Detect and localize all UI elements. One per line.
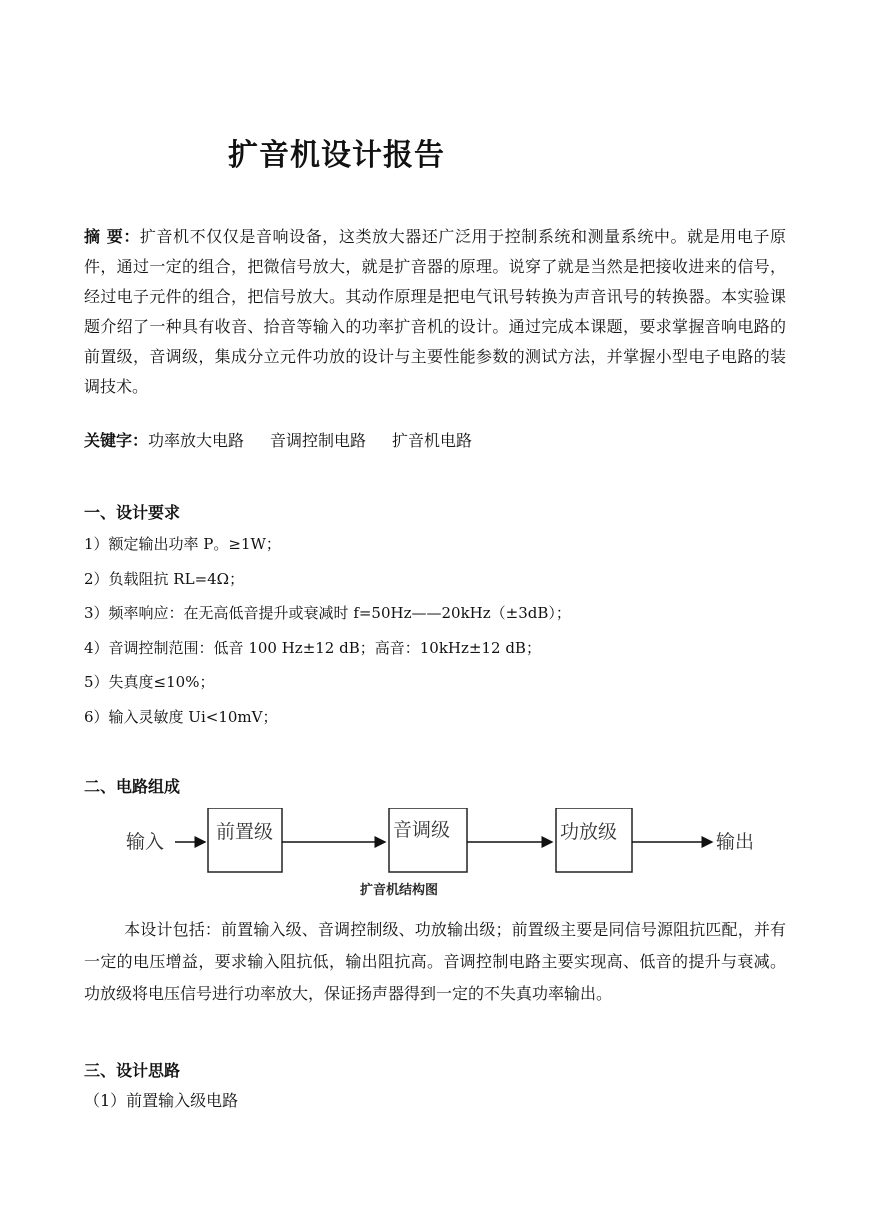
circuit-paragraph (84, 914, 786, 1010)
list-item: 5）失真度≤10%； (84, 673, 215, 691)
list-item: 3）频率响应：在无高低音提升或衰减时 f=50Hz——20kHz（±3dB）； (84, 604, 571, 622)
keyword: 功率放大电路 (148, 431, 245, 450)
block-label: 前置级 (216, 821, 274, 843)
keywords-label: 关键字： (84, 431, 149, 450)
abstract (84, 222, 786, 402)
requirements-list (84, 530, 571, 737)
list-item: 2）负载阻抗 RL=4Ω； (84, 569, 245, 588)
keyword: 扩音机电路 (392, 431, 473, 450)
block-label: 功放级 (560, 821, 618, 843)
diagram-input-label: 输入 (126, 831, 165, 853)
abstract-text: 扩音机不仅仅是音响设备，这类放大器还广泛用于控制系统和测量系统中。就是用电子原件，通过一定的组合，把微信号放大，就是扩音器的原理。说穿了就是当然是把接收进来的信号，经过电子元件的组合，把信号放大。其动作原理是把电气讯号转换为声音讯号的转换器。本实验课题介绍了一种具有收音、拾音等输入的功率扩音机的设计。通过完成本课题，要求掌握音响电路的前置级，音调级，集成分立元件功放的设计与主要性能参数的测试方法，并掌握小型电子电路的装调技术。 (84, 227, 786, 396)
keyword: 音调控制电路 (270, 431, 367, 450)
document-title: 扩音机设计报告 (228, 138, 445, 173)
circuit-paragraph-text: 本设计包括：前置输入级、音调控制级、功放输出级；前置级主要是同信号源阻抗匹配，并有一定的电压增益，要求输入阻抗低，输出阻抗高。音调控制电路主要实现高、低音的提升与衰减。功放级将电压信号进行功率放大，保证扬声器得到一定的不失真功率输出。 (84, 920, 786, 1003)
list-item: 6）输入灵敏度 Ui<10mV； (84, 707, 278, 726)
keywords (84, 428, 472, 454)
block-label: 音调级 (393, 819, 451, 841)
section-heading-circuit: 二、电路组成 (84, 777, 181, 796)
block-diagram (120, 808, 770, 908)
section-heading-requirements: 一、设计要求 (84, 503, 181, 522)
list-item: 4）音调控制范围：低音 100 Hz±12 dB；高音：10kHz±12 dB； (84, 638, 541, 657)
diagram-output-label: 输出 (716, 831, 755, 853)
subsection-heading: （1）前置输入级电路 (84, 1091, 239, 1110)
abstract-label: 摘 要： (84, 227, 140, 246)
list-item: 1）额定输出功率 P。≥1W； (84, 535, 281, 553)
diagram-caption: 扩音机结构图 (360, 883, 439, 898)
section-heading-design-idea: 三、设计思路 (84, 1061, 181, 1080)
